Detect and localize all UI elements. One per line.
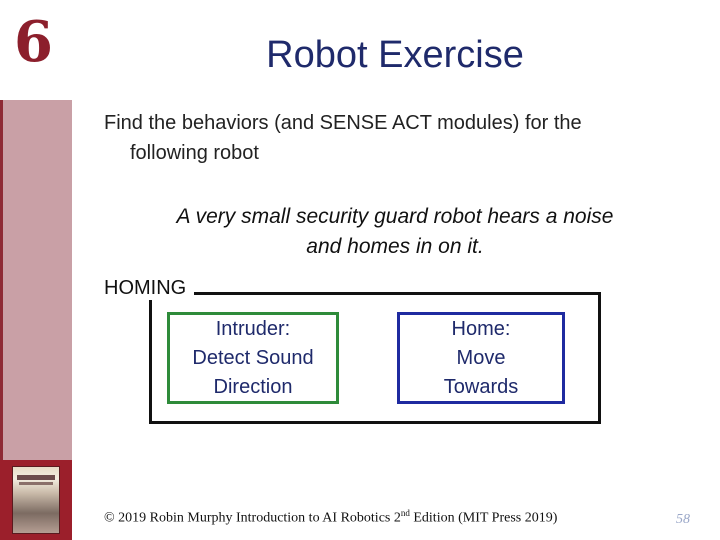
act-module-line-2: Move — [456, 347, 506, 369]
footer-superscript: nd — [400, 508, 410, 518]
book-cover-art — [12, 466, 60, 534]
copyright-footer — [104, 508, 557, 527]
chapter-number: 6 — [14, 9, 53, 75]
footer-prefix: © 2019 Robin Murphy Introduction to AI Robotics 2 — [104, 510, 401, 526]
act-module-line-3: Towards — [443, 376, 519, 398]
book-cover-image — [0, 460, 72, 540]
footer-suffix: Edition (MIT Press 2019) — [409, 510, 558, 526]
bullet-line-1: Find the behaviors (and SENSE ACT modules) for the — [104, 112, 582, 134]
page-number: 58 — [676, 512, 690, 527]
sense-module-line-3: Direction — [213, 376, 293, 398]
task-description — [110, 202, 680, 262]
slide-title: Robot Exercise — [266, 34, 524, 76]
sense-module-line-1: Intruder: — [215, 318, 291, 340]
bullet-text — [104, 108, 704, 168]
task-line-2: and homes in on it. — [306, 235, 484, 258]
act-module-box — [397, 312, 565, 404]
sense-module-line-2: Detect Sound — [192, 347, 314, 369]
bullet-line-2: following robot — [130, 142, 259, 164]
act-module-line-1: Home: — [451, 318, 511, 340]
behavior-label: HOMING — [104, 277, 194, 300]
task-line-1: A very small security guard robot hears a noise — [176, 205, 614, 228]
sense-module-box — [167, 312, 339, 404]
